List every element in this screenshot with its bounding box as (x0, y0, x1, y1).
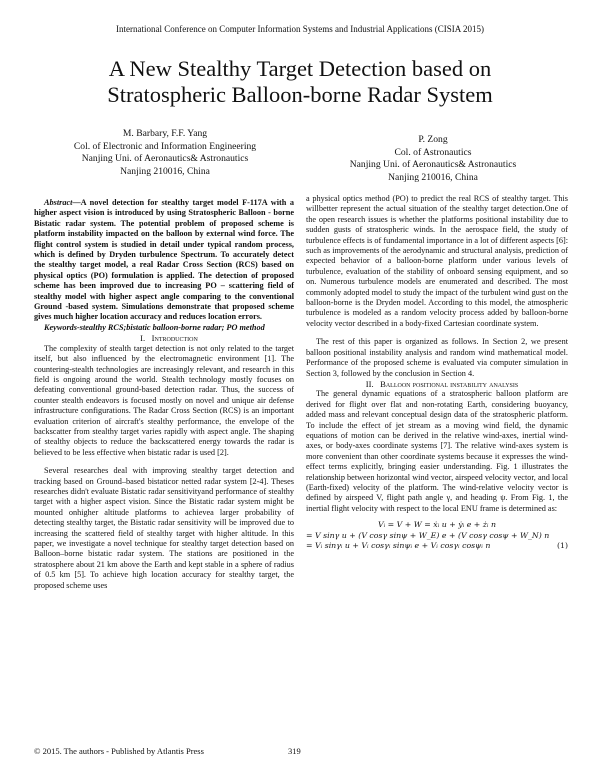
author-univ-left: Nanjing Uni. of Aeronautics& Astronautics (81, 153, 249, 165)
intro-paragraph-2: Several researches deal with improving stealthy target detection and tracking based on Ground–based bistaticor netted radar system [2-4]. Theses researches didn't evaluate Bistatic radar sensitivityand performance of stealthy target with a higher aspect vision. Since the Bistatic radar system might be mounted onhigher altitude platforms to achievea larger probability of detecting stealthy target, the Bistatic radar sensitivity will be improved due to increasing the scattered field of stealthy target with higher altitude. In this paper, we investigate a novel technique for stealthy target detection based on Balloon–borne bistatic radar system. The stations are positioned in the stratosphere about 21 km above the Earth and kept stable in a sphere of radius of 0.5 km [5]. To achieve high location accuracy for stealthy target, the proposed scheme uses (34, 466, 294, 590)
left-column (34, 198, 294, 591)
section-2-heading (306, 379, 568, 389)
intro-paragraph-3: a physical optics method (PO) to predict the real RCS of stealthy target. This willbetter represent the actual situation of the stealthy target detection.One of the open research issues is whether the platforms positional instability due to sudden gusts of stratospheric winds. In the aerospace field, the study of turbulence effects is of fundamental importance in a lot of different aspects [6]: such as improvements of the aerodynamic and structural analysis, prediction of expected behavior of a balloon-borne platform under various levels of turbulence, evaluation of the stability of onboard sensing equipment, and so on. Numerous turbulence models are enumerated and described. The most commonly adopted model to study the impact of the turbulent wind gust on the balloon-borne is the Dryden model. According to this model, the atmospheric turbulence is modeled as a random velocity process added by balloon-borne velocity vector described in a body-fixed Cartesian coordinate system. (306, 194, 568, 328)
author-names-right: P. Zong (418, 134, 448, 145)
intro-paragraph-1: The complexity of stealth target detection is not only related to the target itself, but also influenced by the electromagnetic environment [1]. The countering-stealth technologies are increasingly relevant, and research in this field is ongoing around the world. Stealth technology mostly focuses on defeating conventional ground-based detection radar. Thus, the success of counter stealth endeavors is focused mostly on novel and unique air defense infrastructure configurations. The Radar Cross Section (RCS) is an important evaluation criterion of aircraft's stealthy performance, the envelope of the backscatter from stealthy target varies rapidly with aspect angle. The shaping of stealthy objects to reduce the backscattered energy towards the radar is believed to be less effective when bistatic radar is used [2]. (34, 343, 294, 457)
section-2-paragraph: The general dynamic equations of a stratospheric balloon platform are derived for flight over flat and non-rotating Earth, considering buoyancy, added mass and relevant conceptual design data of the stratospheric platform. To include the effect of jet stream as a moving wind field, the dynamic equations of motion can be derived in the relative wind-axes, inertial wind-axes, or body-axes coordinate systems [7]. The relative wind-axes system is more convenient than other coordinate systems because it expresses the wind-effect terms explicitly, bringing easier understanding. Fig. 1 illustrates the relationship between horizontal wind vector, airspeed velocity vector, and local (Earth-fixed) velocity of the platform. The wind-relative velocity vector is defined by airspeed V, flight path angle γ, and heading ψ. From Fig. 1, the inertial flight velocity with respect to the local ENU frame is determined as: (306, 389, 568, 513)
intro-paragraph-4: The rest of this paper is organized as follows. In Section 2, we present balloon positional instability analysis and random wind mathematical model. Performance of the proposed scheme is evaluated via computer simulation in Section 3, followed by the conclusion in Section 4. (306, 337, 568, 378)
author-block-left (40, 128, 290, 178)
author-dept-right: Col. of Astronautics (394, 146, 472, 158)
equation-number: (1) (556, 541, 568, 551)
section-2-title: Balloon positional instability analysis (380, 378, 519, 389)
title-line-1: A New Stealthy Target Detection based on (108, 56, 492, 81)
equation-line-3-row (306, 541, 568, 552)
author-city-right: Nanjing 210016, China (388, 171, 478, 183)
abstract-dash: — (72, 198, 81, 207)
page-number: 319 (288, 746, 301, 756)
author-city-left: Nanjing 210016, China (120, 165, 210, 177)
abstract (34, 198, 294, 323)
title-line-2: Stratospheric Balloon-borne Radar System (107, 82, 493, 107)
author-univ-right: Nanjing Uni. of Aeronautics& Astronautics (349, 159, 517, 171)
section-2-number: II. (365, 378, 374, 389)
conference-header: International Conference on Computer Information Systems and Industrial Applications (CISIA 2015) (116, 24, 484, 34)
author-block-right (308, 134, 558, 184)
equation-line-2: = V sinγ u + (V cosγ sinψ + W_E) e + (V cosγ cosψ + W_N) n (306, 530, 550, 540)
footer-copyright: © 2015. The authors - Published by Atlantis Press (34, 746, 204, 756)
abstract-label: Abstract (44, 198, 73, 207)
equation-1 (306, 520, 568, 552)
equation-line-3: = Vᵢ sinγᵢ u + Vᵢ cosγᵢ sinψᵢ e + Vᵢ cosγᵢ cosψᵢ n (306, 541, 491, 551)
paper-title (40, 56, 560, 108)
section-1-number: I. (140, 333, 146, 344)
abstract-text: A novel detection for stealthy target model F-117A with a higher aspect vision is introduced by using Stratospheric Balloon - borne Bistatic radar system. The potential problem of proposed scheme is platform instability impacted on the balloon by external wind force. The flight control system is studied in detail under typical random process, which is defined by Dryden turbulence Spectrum. To accurately detect the stealthy target model, a real Radar Cross Section (RCS) based on physical optics (PO) formulation is applied. The detection of proposed scheme has been improved due to increasing PO – scattering field of stealthy model with higher aspect angle comparing to the conventional Ground -based system. Simulations demonstrate that proposed scheme gives much higher location accuracy and reduces location errors. (34, 198, 294, 322)
equation-line-1: Vᵢ = V + W = ẋᵢ u + ẏᵢ e + żᵢ n (377, 520, 496, 530)
keywords: Keywords-stealthy RCS;bistatic balloon-borne radar; PO method (44, 322, 265, 332)
section-1-heading (34, 333, 294, 343)
section-1-title: Introduction (151, 333, 198, 344)
right-column (306, 194, 568, 552)
author-dept-left: Col. of Electronic and Information Engineering (73, 140, 257, 152)
author-names-left: M. Barbary, F.F. Yang (122, 128, 208, 139)
